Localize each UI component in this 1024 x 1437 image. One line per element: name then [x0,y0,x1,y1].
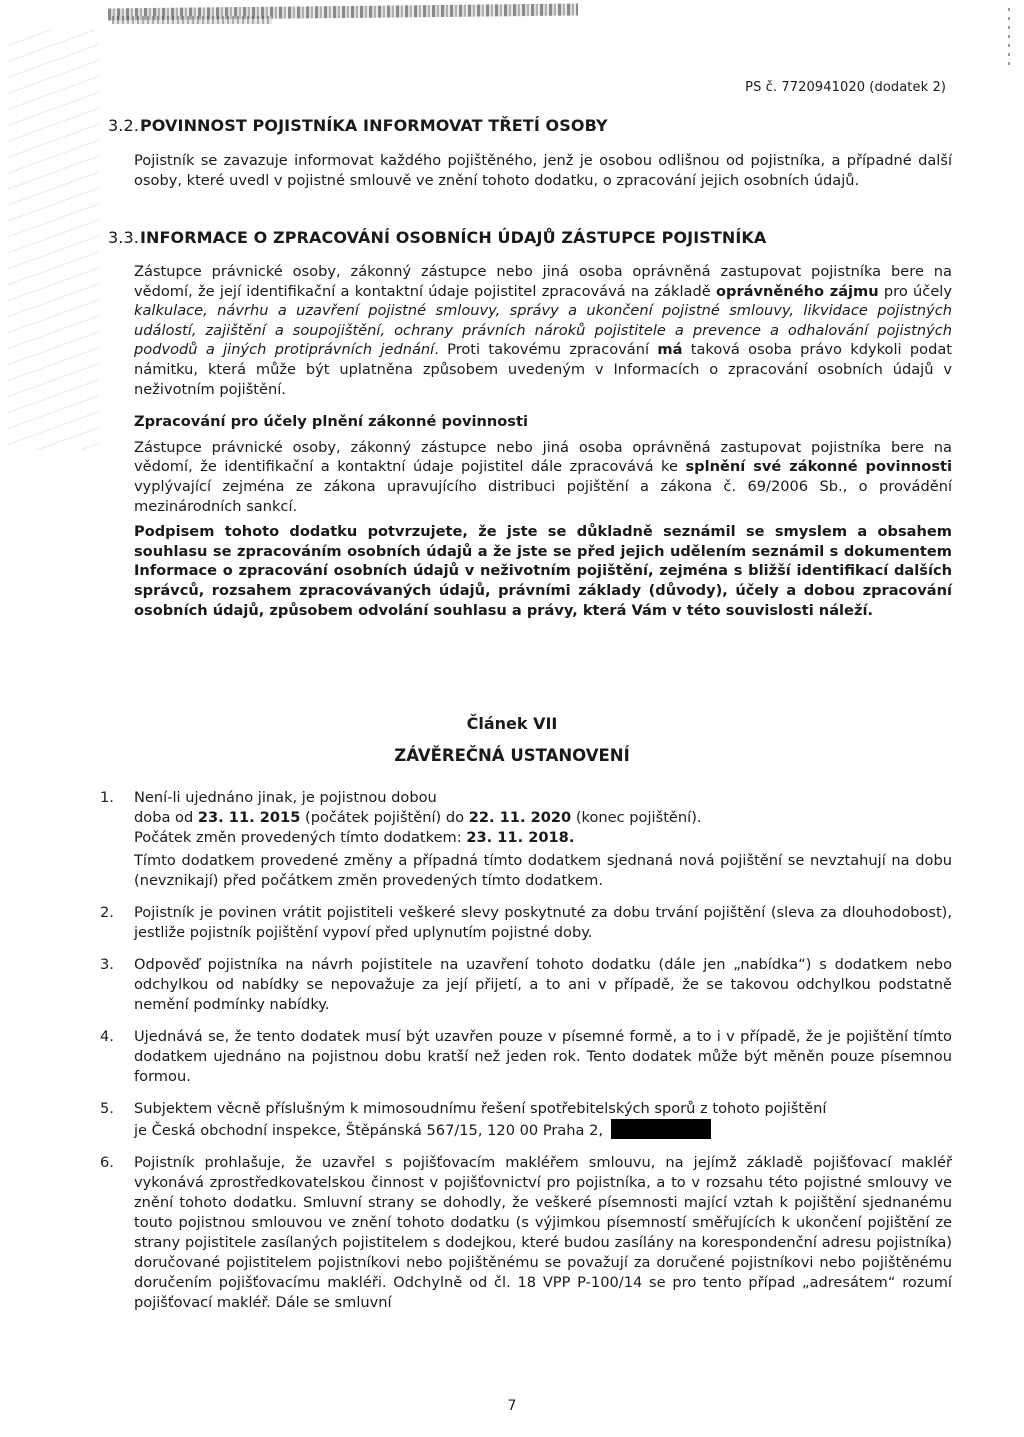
list-item [100,1099,952,1141]
article-title: ZÁVĚREČNÁ USTANOVENÍ [394,746,630,765]
policy-reference: PS č. 7720941020 (dodatek 2) [745,80,946,95]
provisions-list [100,788,952,1325]
scan-artifact-right [1008,8,1010,68]
item-text: Pojistník je povinen vrátit pojistiteli veškeré slevy poskytnuté za dobu trvání pojištění (sleva za dlouhodobost), jestliže pojistník pojištění vypoví před uplynutím pojistné doby. [134,904,952,941]
section-number: 3.2. [108,116,139,135]
item-number: 2. [100,904,114,921]
text-run: taková osoba právo kdykoli podat námitku, která může být uplatněna způsobem uvedeným v Informacích o zpracování osobních údajů v neživotním pojištění. [134,341,952,398]
text-run: Zástupce právnické osoby, zákonný zástupce nebo jiná osoba oprávněná zastupovat pojistníka bere na vědomí, že identifikační a kontaktní údaje pojistitel dále zpracovává ke [134,438,952,476]
text-run-bold: 23. 11. 2018 [466,829,569,846]
text-run: (konec pojištění). [571,809,702,826]
item-number: 1. [100,789,114,806]
section-number: 3.3. [108,228,139,247]
text-run: (počátek pojištění) do [300,809,469,826]
paragraph-legitimate-interest [134,262,952,399]
text-line: Tímto dodatkem provedené změny a případná tímto dodatkem sjednaná nová pojištění se nevztahují na dobu (nevznikají) před počátkem změn provedených tímto dodatkem. [134,852,952,889]
item-text: Ujednává se, že tento dodatek musí být uzavřen pouze v písemné formě, a to i v případě, že je pojištění tímto dodatkem ujednáno na pojistnou dobu kratší než jeden rok. Tento dodatek může být měněn pouze písemnou formou. [134,1028,952,1085]
paragraph-legal-obligation [134,438,952,516]
text-line: Počátek změn provedených tímto dodatkem: 23. 11. 2018. [134,829,575,846]
list-item [100,955,952,1015]
section-title: INFORMACE O ZPRACOVÁNÍ OSOBNÍCH ÚDAJŮ ZÁSTUPCE POJISTNÍKA [139,228,767,247]
text-run: Zástupce právnické osoby, zákonný zástupce nebo jiná osoba oprávněná zastupovat pojistníka bere na vědomí, že její identifikační a kontaktní údaje pojistitel zpracovává na základě [134,263,952,300]
item-text: Pojistník prohlašuje, že uzavřel s pojišťovacím makléřem smlouvu, na jejímž základě pojišťovací makléř vykonává zprostředkovatelskou činnost v pojišťovnictví pro pojistníka, a to v rozsahu této pojistné smlouvy ve znění tohoto dodatku. Smluvní strany se dohodly, že veškeré písemnosti mající vztah k pojištění sjednanému touto pojistnou smlouvou ve znění tohoto dodatku (s výjimkou písemností směřujících k ukončení pojištění ze strany pojistitele zasílaných pojistitelem s dodejkou, které budou zasílány na korespondenční adresu pojistníka) doručované pojistitelem pojistníkovi nebo pojištěnému se považují za doručené pojistníkovi nebo pojištěnému doručením pojišťovacímu makléři. Odchylně od čl. 18 VPP P-100/14 se pro tento případ „adresátem“ rozumí pojišťovací makléř. Dále se smluvní [134,1154,952,1311]
text-run-bold: oprávněného zájmu [715,282,879,300]
text-run: je Česká obchodní inspekce, Štěpánská 567/15, 120 00 Praha 2, [134,1122,604,1139]
page-number: 7 [507,1398,517,1414]
text-run: Počátek změn provedených tímto dodatkem: [134,829,467,846]
list-item [100,788,952,891]
list-item [100,1027,952,1087]
item-text: Odpověď pojistníka na návrh pojistitele na uzavření tohoto dodatku (dále jen „nabídka“) s dodatkem nebo odchylkou od nabídky se nepovažuje za její přijetí, a to ani v případě, že se takovou odchylkou podstatně nemění podmínky nabídky. [134,956,952,1013]
text-run: . Proti takovému zpracování [434,341,658,359]
item-number: 3. [100,956,114,973]
text-line [134,808,952,828]
redaction-box [611,1119,711,1139]
section-3-2-heading [108,116,950,135]
text-run-bold: splnění své zákonné povinnosti [685,458,952,476]
text-run: pro účely [878,282,953,300]
text-run-bold: Podpisem tohoto dodatku potvrzujete, že jste se důkladně seznámil se smyslem a obsahem souhlasu se zpracováním osobních údajů a že jste se před jejich udělením seznámil s dokumentem Informace o zpracování osobních údajů v neživotním pojištění, zejména s bližší identifikací dalších správců, rozsahem zpracovávaných údajů, právními základy (důvody), účely a dobou zpracování osobních údajů, způsobem odvolání souhlasu a právy, která Vám v této souvislosti náleží. [134,523,952,619]
text-run-bold: má [657,341,683,359]
item-number: 5. [100,1100,114,1117]
section-3-3-heading [108,228,950,247]
text-run-bold: 23. 11. 2015 [197,809,301,826]
paragraph-consent [134,522,952,620]
list-item [100,903,952,943]
section-3-2-body [134,151,952,190]
paragraph: Pojistník se zavazuje informovat každého pojištěného, jenž je osobou odlišnou od pojistníka, a případné další osoby, které uvedl v pojistné smlouvě ve znění tohoto dodatku, o zpracování jejich osobních údajů. [134,152,952,189]
section-3-3-body [134,262,952,620]
item-number: 4. [100,1028,114,1045]
list-item [100,1153,952,1313]
subheading [134,412,952,432]
section-title: POVINNOST POJISTNÍKA INFORMOVAT TŘETÍ OSOBY [139,116,608,135]
scan-artifact-top-2 [112,16,272,24]
item-number: 6. [100,1154,114,1171]
article-label: Článek VII [466,714,558,733]
text-line: Subjektem věcně příslušným k mimosoudnímu řešení spotřebitelských sporů z tohoto pojištění [134,1100,827,1117]
text-run-italic: kalkulace, návrhu a uzavření pojistné smlouvy, správy a ukončení pojistné smlouvy, likvidace pojistných událostí, zajištění a soupojištění, ochrany právních nároků pojistitele a prevence a odhalování pojistných podvodů a jiných protiprávních jednání [134,302,952,359]
text-line [134,1119,952,1141]
text-run-bold: 22. 11. 2020 [468,809,572,826]
text-run: doba od [134,809,198,826]
text-run: vyplývající zejména ze zákona upravujícího distribuci pojištění a zákona č. 69/2006 Sb., o provádění mezinárodních sankcí. [134,477,952,515]
text-line: Není-li ujednáno jinak, je pojistnou dobou [134,789,437,806]
subheading-text: Zpracování pro účely plnění zákonné povinnosti [134,413,528,431]
scan-artifact-left [8,30,98,450]
